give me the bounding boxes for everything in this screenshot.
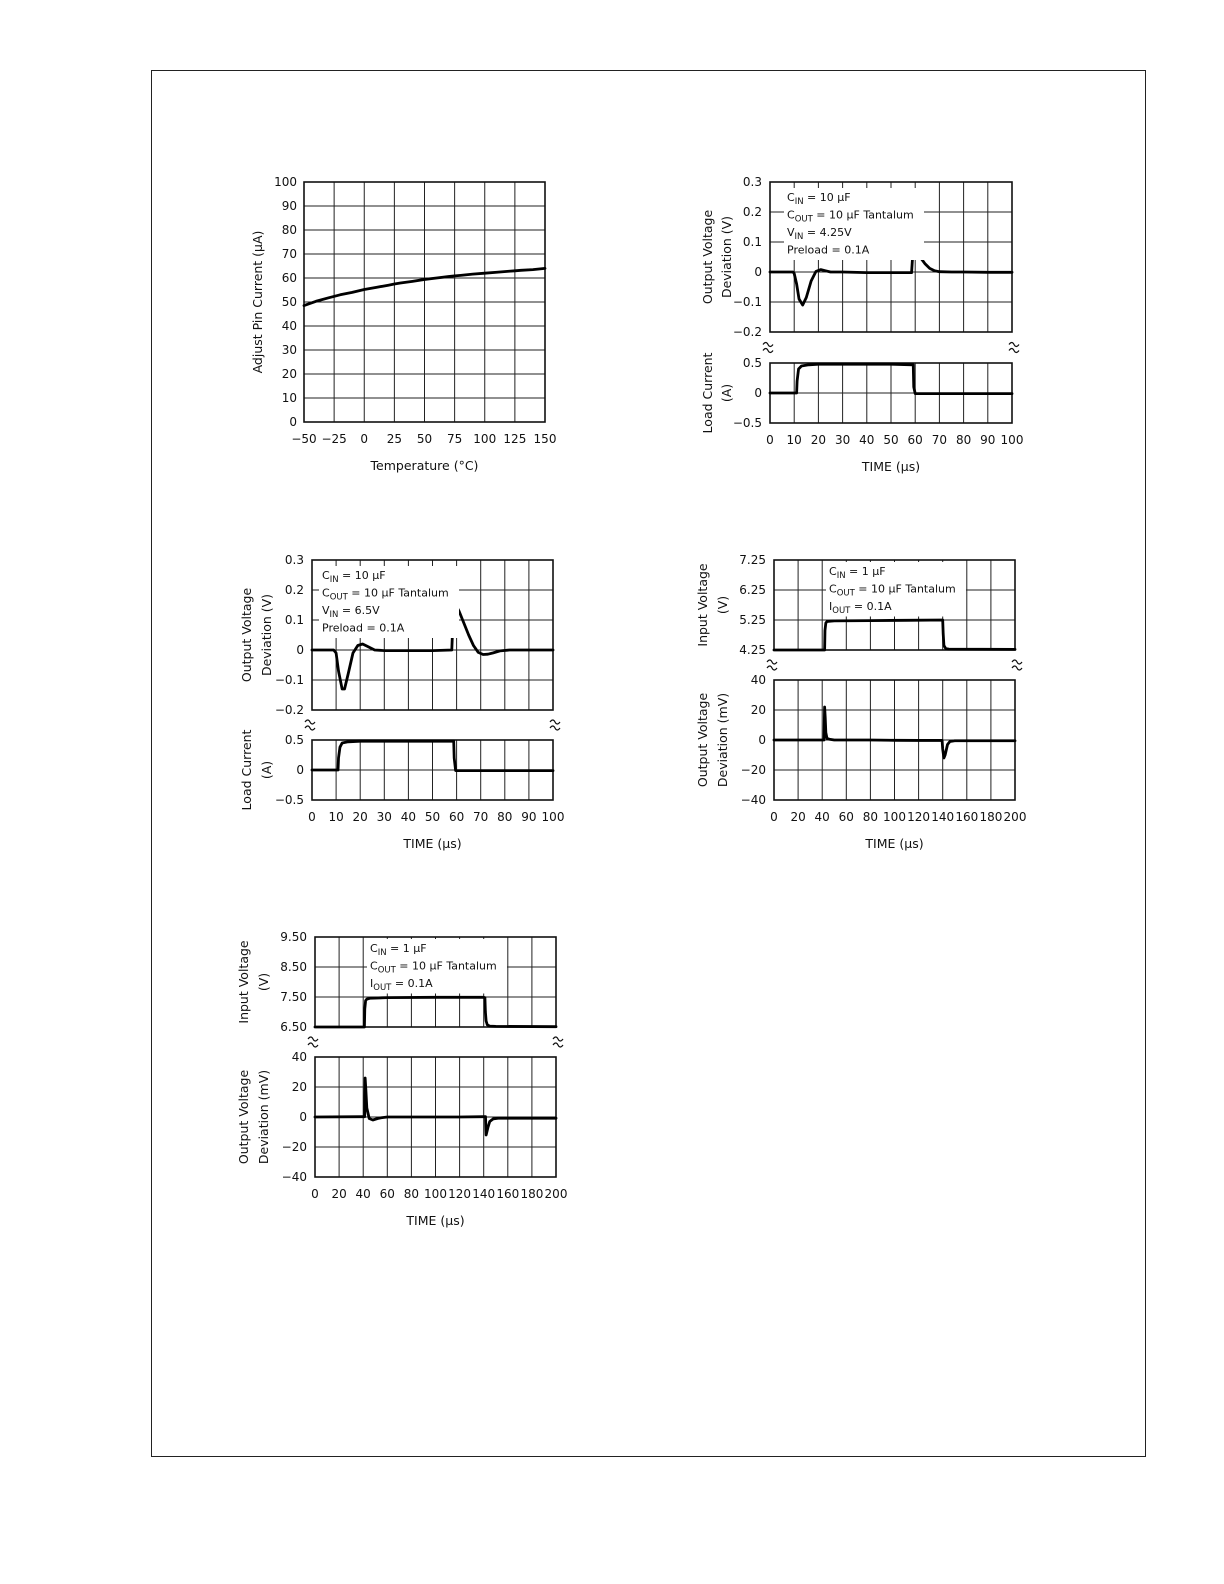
upper-y-tick-label: 6.25	[739, 583, 766, 597]
annotation-line: $I_{OUT} = 0.1A$	[829, 600, 892, 616]
axis-break-mark	[308, 1037, 318, 1047]
lower-y-tick-label: 40	[750, 673, 766, 687]
lower-y-tick-label: 0.5	[742, 356, 762, 370]
x-axis-label: TIME (μs)	[406, 1213, 465, 1228]
x-axis-label: TIME (μs)	[403, 836, 462, 851]
y-tick-label: 20	[281, 367, 297, 381]
x-tick-label: 80	[497, 810, 513, 824]
upper-y-tick-label: 0	[296, 643, 304, 657]
x-tick-label: 30	[376, 810, 392, 824]
x-tick-label: 100	[541, 810, 565, 824]
x-tick-label: 60	[379, 1187, 395, 1201]
x-axis-label: TIME (μs)	[861, 459, 921, 474]
upper-y-tick-label: 4.25	[739, 643, 766, 657]
upper-y-axis-label: Deviation (V)	[719, 215, 734, 299]
x-tick-label: 40	[355, 1187, 371, 1201]
upper-y-tick-label: −0.2	[274, 703, 304, 717]
upper-y-axis-label: (V)	[256, 972, 271, 992]
x-tick-label: −25	[321, 432, 347, 446]
upper-y-axis-label: Deviation (V)	[259, 593, 274, 677]
upper-y-tick-label: 5.25	[739, 613, 766, 627]
axis-break-mark	[553, 1037, 563, 1047]
upper-y-tick-label: −0.1	[274, 673, 304, 687]
lower-y-tick-label: 20	[291, 1080, 307, 1094]
annotation-line: Preload = 0.1A	[787, 243, 870, 257]
x-tick-label: 90	[521, 810, 537, 824]
x-tick-label: 160	[955, 810, 979, 824]
x-tick-label: 60	[448, 810, 465, 824]
upper-y-tick-label: 0.2	[742, 205, 762, 219]
x-tick-label: 20	[810, 433, 827, 447]
annotation-line: $I_{OUT} = 0.1A$	[370, 977, 433, 993]
axis-break-mark	[763, 343, 773, 353]
x-tick-label: 50	[883, 433, 899, 447]
x-tick-label: 160	[496, 1187, 520, 1201]
x-tick-label: 40	[859, 433, 875, 447]
lower-y-axis-label: Output Voltage	[236, 1069, 251, 1165]
x-tick-label: 0	[311, 1187, 319, 1201]
lower-y-tick-label: 0	[296, 763, 304, 777]
x-tick-label: 20	[331, 1187, 347, 1201]
upper-y-tick-label: 0.1	[742, 235, 762, 249]
y-tick-label: 40	[281, 319, 297, 333]
axis-break-mark	[1009, 343, 1019, 353]
lower-y-axis-label: (A)	[719, 383, 734, 403]
chart-load-transient-4v25	[700, 175, 1023, 474]
lower-y-tick-label: −0.5	[732, 416, 762, 430]
x-tick-label: 200	[1003, 810, 1027, 824]
lower-y-axis-label: Load Current	[239, 729, 254, 811]
lower-y-tick-label: 0	[754, 386, 762, 400]
lower-y-tick-label: −40	[281, 1170, 307, 1184]
upper-y-tick-label: 9.50	[280, 930, 307, 944]
upper-y-tick-label: −0.1	[732, 295, 762, 309]
x-tick-label: 140	[472, 1187, 496, 1201]
lower-y-tick-label: 0	[758, 733, 766, 747]
x-tick-label: 20	[790, 810, 806, 824]
chart-adjust-pin-current	[250, 175, 556, 473]
annotation-line: Preload = 0.1A	[322, 621, 405, 635]
chart-line-transient-6v5	[236, 930, 567, 1228]
axis-break-mark	[550, 720, 560, 730]
lower-y-tick-label: 0	[299, 1110, 307, 1124]
chart-load-transient-6v5	[239, 553, 564, 851]
lower-y-tick-label: −20	[281, 1140, 307, 1154]
upper-y-tick-label: 6.50	[280, 1020, 307, 1034]
x-axis-label: Temperature (°C)	[370, 458, 479, 473]
x-tick-label: 100	[1000, 433, 1024, 447]
annotation-line: $C_{IN} = 1$ μF	[370, 942, 427, 958]
x-tick-label: 70	[473, 810, 489, 824]
x-tick-label: 150	[533, 432, 557, 446]
x-tick-label: 0	[770, 810, 778, 824]
upper-y-axis-label: Output Voltage	[239, 587, 254, 683]
upper-y-tick-label: 8.50	[280, 960, 307, 974]
x-tick-label: 40	[814, 810, 830, 824]
upper-y-tick-label: 0.1	[284, 613, 304, 627]
x-tick-label: 75	[446, 432, 463, 446]
x-tick-label: 140	[931, 810, 955, 824]
lower-y-tick-label: −0.5	[274, 793, 304, 807]
axis-break-mark	[1012, 660, 1022, 670]
x-tick-label: 100	[883, 810, 906, 824]
x-tick-label: 60	[907, 433, 923, 447]
x-tick-label: 40	[400, 810, 417, 824]
upper-y-tick-label: 0.3	[284, 553, 304, 567]
x-tick-label: 0	[360, 432, 369, 446]
lower-y-tick-label: 20	[750, 703, 766, 717]
lower-y-tick-label: −20	[740, 763, 766, 777]
y-tick-label: 90	[281, 199, 297, 213]
x-tick-label: 80	[403, 1187, 420, 1201]
y-tick-label: 100	[274, 175, 297, 189]
x-tick-label: 180	[979, 810, 1003, 824]
x-tick-label: 25	[386, 432, 403, 446]
annotation-line: $C_{OUT} = 10$ μF Tantalum	[829, 582, 956, 599]
x-tick-label: 200	[544, 1187, 568, 1201]
x-tick-label: 60	[838, 810, 854, 824]
upper-y-tick-label: 0.2	[284, 583, 304, 597]
y-tick-label: 0	[289, 415, 297, 429]
x-tick-label: 50	[416, 432, 433, 446]
y-tick-label: 30	[281, 343, 297, 357]
x-tick-label: 0	[308, 810, 316, 824]
upper-y-axis-label: Output Voltage	[700, 209, 715, 305]
annotation-line: $C_{OUT} = 10$ μF Tantalum	[787, 208, 914, 225]
x-tick-label: 10	[786, 433, 802, 447]
annotation-line: $C_{OUT} = 10$ μF Tantalum	[322, 586, 449, 603]
axis-break-mark	[305, 720, 315, 730]
x-tick-label: 120	[907, 810, 931, 824]
x-tick-label: 90	[980, 433, 996, 447]
x-tick-label: 70	[931, 433, 948, 447]
y-tick-label: 50	[281, 295, 297, 309]
upper-y-tick-label: 7.50	[280, 990, 307, 1004]
lower-y-axis-label: (A)	[259, 760, 274, 780]
chart-line-transient-4v25	[695, 553, 1026, 851]
x-tick-label: 100	[473, 432, 497, 446]
x-tick-label: 180	[520, 1187, 544, 1201]
annotation-line: $V_{IN} = 4.25V$	[787, 226, 852, 242]
upper-y-tick-label: 0.3	[742, 175, 762, 189]
x-tick-label: 0	[766, 433, 774, 447]
y-tick-label: 10	[281, 391, 297, 405]
upper-y-axis-label: (V)	[715, 595, 730, 615]
upper-y-axis-label: Input Voltage	[236, 940, 251, 1024]
annotation-line: $C_{IN} = 1$ μF	[829, 565, 886, 581]
upper-y-tick-label: −0.2	[732, 325, 762, 339]
y-tick-label: 80	[281, 223, 297, 237]
x-tick-label: 30	[834, 433, 851, 447]
lower-y-axis-label: Deviation (mV)	[256, 1069, 271, 1165]
x-tick-label: 100	[424, 1187, 447, 1201]
x-axis-label: TIME (μs)	[865, 836, 924, 851]
y-tick-label: 60	[281, 271, 297, 285]
upper-y-tick-label: 7.25	[739, 553, 766, 567]
x-tick-label: 10	[328, 810, 344, 824]
x-tick-label: −50	[291, 432, 317, 446]
y-tick-label: 70	[281, 247, 297, 261]
annotation-line: $C_{IN} = 10$ μF	[787, 191, 851, 207]
x-tick-label: 20	[352, 810, 368, 824]
lower-y-axis-label: Deviation (mV)	[715, 692, 730, 788]
y-axis-label: Adjust Pin Current (μA)	[250, 230, 265, 374]
x-tick-label: 50	[424, 810, 441, 824]
annotation-line: $C_{OUT} = 10$ μF Tantalum	[370, 959, 497, 976]
x-tick-label: 120	[448, 1187, 472, 1201]
lower-y-axis-label: Output Voltage	[695, 692, 710, 788]
annotation-line: $C_{IN} = 10$ μF	[322, 569, 386, 585]
lower-y-tick-label: 0.5	[284, 733, 304, 747]
upper-y-tick-label: 0	[754, 265, 762, 279]
annotation-line: $V_{IN} = 6.5V$	[322, 604, 380, 620]
lower-y-tick-label: 40	[291, 1050, 307, 1064]
upper-y-axis-label: Input Voltage	[695, 563, 710, 647]
x-tick-label: 80	[862, 810, 879, 824]
lower-y-tick-label: −40	[740, 793, 766, 807]
lower-y-axis-label: Load Current	[700, 352, 715, 434]
x-tick-label: 80	[955, 433, 972, 447]
x-tick-label: 125	[503, 432, 527, 446]
axis-break-mark	[767, 660, 777, 670]
